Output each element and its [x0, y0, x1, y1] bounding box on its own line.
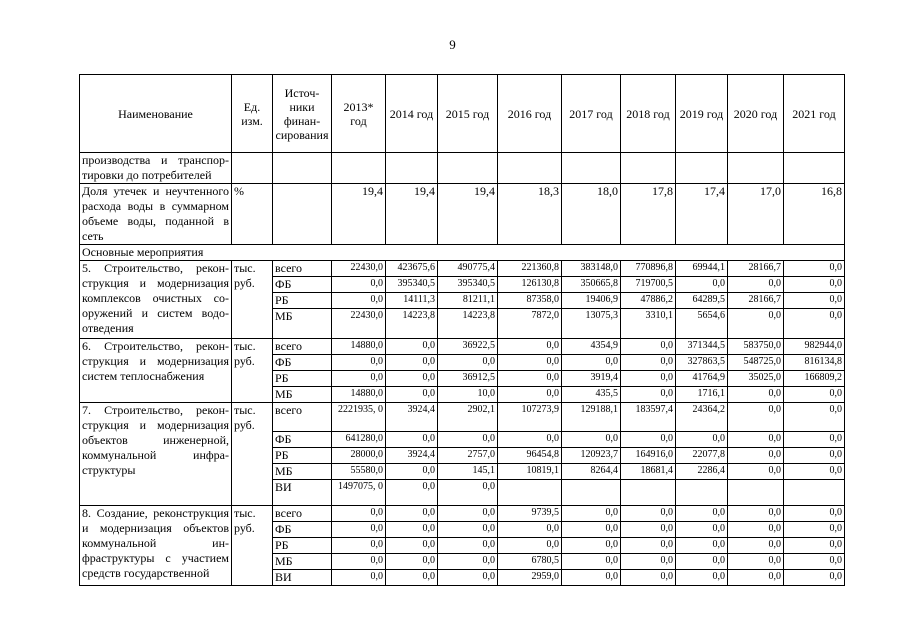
table-row: [80, 403, 845, 432]
section-row: [80, 245, 845, 261]
table-row: [80, 339, 845, 355]
value-cell: 0,0: [676, 432, 728, 448]
value-cell: 3924,4: [386, 403, 438, 432]
value-cell: 120923,7: [562, 448, 621, 464]
value-cell: 0,0: [386, 355, 438, 371]
value-cell: 1497075, 0: [332, 480, 386, 506]
value-cell: 0,0: [498, 522, 562, 538]
budget-table: [79, 74, 845, 586]
value-cell: [621, 480, 676, 506]
value-cell: 47886,2: [621, 293, 676, 309]
value-cell: 9739,5: [498, 506, 562, 522]
value-cell: 0,0: [728, 554, 784, 570]
value-cell: [784, 480, 845, 506]
value-cell: 28166,7: [728, 293, 784, 309]
value-cell: 2221935, 0: [332, 403, 386, 432]
value-cell: 0,0: [562, 554, 621, 570]
value-cell: 0,0: [386, 554, 438, 570]
value-cell: 0,0: [386, 371, 438, 387]
value-cell: 0,0: [562, 538, 621, 554]
header-source: Источники финансирования: [273, 75, 332, 153]
value-cell: 0,0: [728, 309, 784, 339]
value-cell: 0,0: [621, 371, 676, 387]
value-cell: 22430,0: [332, 261, 386, 277]
value-cell: 0,0: [728, 403, 784, 432]
value-cell: 2757,0: [438, 448, 498, 464]
value-cell: 36912,5: [438, 371, 498, 387]
value-cell: 0,0: [332, 554, 386, 570]
measure-unit: тыс. руб.: [232, 339, 273, 403]
value-cell: 81211,1: [438, 293, 498, 309]
value-cell: 0,0: [438, 522, 498, 538]
value-cell: 0,0: [332, 355, 386, 371]
value-cell: 14223,8: [386, 309, 438, 339]
value-cell: 55580,0: [332, 464, 386, 480]
value-cell: 0,0: [498, 355, 562, 371]
value-cell: 0,0: [332, 538, 386, 554]
value-cell: 435,5: [562, 387, 621, 403]
value-cell: 0,0: [562, 355, 621, 371]
header-unit: Ед. изм.: [232, 75, 273, 153]
leak-value: 19,4: [386, 184, 438, 245]
header-2016: 2016 год: [498, 75, 562, 153]
value-cell: 24364,2: [676, 403, 728, 432]
value-cell: 35025,0: [728, 371, 784, 387]
value-cell: 0,0: [784, 277, 845, 293]
value-cell: 0,0: [676, 277, 728, 293]
value-cell: 0,0: [728, 506, 784, 522]
continuation-text: производства и транспортировки до потребителей: [80, 153, 232, 184]
value-cell: 145,1: [438, 464, 498, 480]
table-row: [80, 506, 845, 522]
funding-source: всего: [273, 506, 332, 522]
value-cell: 13075,3: [562, 309, 621, 339]
value-cell: 0,0: [621, 387, 676, 403]
measure-name: 6. Строительство, реконструкция и модернизация систем теплоснабжения: [80, 339, 232, 403]
value-cell: 0,0: [562, 432, 621, 448]
value-cell: 64289,5: [676, 293, 728, 309]
value-cell: 0,0: [562, 570, 621, 586]
value-cell: 395340,5: [438, 277, 498, 293]
header-2017: 2017 год: [562, 75, 621, 153]
value-cell: 383148,0: [562, 261, 621, 277]
leak-value: 18,3: [498, 184, 562, 245]
value-cell: 719700,5: [621, 277, 676, 293]
value-cell: 0,0: [728, 432, 784, 448]
value-cell: 0,0: [784, 387, 845, 403]
value-cell: 19406,9: [562, 293, 621, 309]
value-cell: 0,0: [438, 480, 498, 506]
value-cell: 395340,5: [386, 277, 438, 293]
value-cell: 0,0: [498, 387, 562, 403]
section-title: Основные мероприятия: [80, 245, 845, 261]
funding-source: МБ: [273, 387, 332, 403]
header-name: Наименование: [80, 75, 232, 153]
value-cell: 0,0: [728, 464, 784, 480]
leak-value: 17,0: [728, 184, 784, 245]
funding-source: РБ: [273, 293, 332, 309]
funding-source: МБ: [273, 554, 332, 570]
measure-unit: тыс. руб.: [232, 506, 273, 586]
value-cell: 770896,8: [621, 261, 676, 277]
value-cell: 166809,2: [784, 371, 845, 387]
value-cell: 0,0: [438, 538, 498, 554]
value-cell: 2286,4: [676, 464, 728, 480]
value-cell: 490775,4: [438, 261, 498, 277]
value-cell: 0,0: [438, 432, 498, 448]
value-cell: 583750,0: [728, 339, 784, 355]
value-cell: 0,0: [621, 355, 676, 371]
funding-source: РБ: [273, 371, 332, 387]
header-2019: 2019 год: [676, 75, 728, 153]
value-cell: 3924,4: [386, 448, 438, 464]
funding-source: всего: [273, 339, 332, 355]
value-cell: 6780,5: [498, 554, 562, 570]
value-cell: 183597,4: [621, 403, 676, 432]
value-cell: 0,0: [784, 261, 845, 277]
value-cell: 2902,1: [438, 403, 498, 432]
value-cell: 0,0: [621, 506, 676, 522]
value-cell: 0,0: [438, 570, 498, 586]
value-cell: 126130,8: [498, 277, 562, 293]
measure-name: 7. Строительство, реконструкция и модернизация объектов инженерной, коммунальной инфраструктуры: [80, 403, 232, 506]
table-row: [80, 261, 845, 277]
value-cell: 0,0: [386, 464, 438, 480]
value-cell: 982944,0: [784, 339, 845, 355]
value-cell: 0,0: [332, 371, 386, 387]
value-cell: 0,0: [386, 480, 438, 506]
value-cell: 8264,4: [562, 464, 621, 480]
value-cell: 0,0: [621, 432, 676, 448]
value-cell: 641280,0: [332, 432, 386, 448]
value-cell: 816134,8: [784, 355, 845, 371]
value-cell: 96454,8: [498, 448, 562, 464]
measure-unit: тыс. руб.: [232, 403, 273, 506]
funding-source: ФБ: [273, 522, 332, 538]
value-cell: 0,0: [676, 506, 728, 522]
value-cell: 0,0: [332, 293, 386, 309]
value-cell: 0,0: [332, 277, 386, 293]
value-cell: 423675,6: [386, 261, 438, 277]
funding-source: ВИ: [273, 480, 332, 506]
value-cell: [728, 480, 784, 506]
value-cell: 28000,0: [332, 448, 386, 464]
funding-source: РБ: [273, 448, 332, 464]
value-cell: 164916,0: [621, 448, 676, 464]
value-cell: 7872,0: [498, 309, 562, 339]
value-cell: 10,0: [438, 387, 498, 403]
value-cell: 0,0: [784, 293, 845, 309]
value-cell: 0,0: [728, 448, 784, 464]
value-cell: 0,0: [498, 371, 562, 387]
value-cell: 0,0: [676, 554, 728, 570]
value-cell: 0,0: [621, 554, 676, 570]
value-cell: 0,0: [386, 522, 438, 538]
header-2015: 2015 год: [438, 75, 498, 153]
value-cell: 1716,1: [676, 387, 728, 403]
value-cell: 0,0: [438, 554, 498, 570]
leak-value: 17,4: [676, 184, 728, 245]
value-cell: 69944,1: [676, 261, 728, 277]
value-cell: 5654,6: [676, 309, 728, 339]
continuation-row: [80, 153, 845, 184]
header-2014: 2014 год: [386, 75, 438, 153]
value-cell: 350665,8: [562, 277, 621, 293]
value-cell: 3919,4: [562, 371, 621, 387]
funding-source: всего: [273, 403, 332, 432]
value-cell: 0,0: [498, 432, 562, 448]
value-cell: 0,0: [621, 522, 676, 538]
value-cell: 0,0: [386, 506, 438, 522]
value-cell: 14880,0: [332, 387, 386, 403]
funding-source: МБ: [273, 464, 332, 480]
value-cell: 107273,9: [498, 403, 562, 432]
leak-name: Доля утечек и неучтенного расхода воды в суммарном объеме воды, поданной в сеть: [80, 184, 232, 245]
value-cell: 129188,1: [562, 403, 621, 432]
funding-source: ФБ: [273, 355, 332, 371]
leak-row: [80, 184, 845, 245]
value-cell: 0,0: [784, 464, 845, 480]
measure-name: 5. Строительство, реконструкция и модернизация комплексов очистных сооружений и систем водоотведения: [80, 261, 232, 339]
funding-source: ФБ: [273, 432, 332, 448]
leak-value: 19,4: [332, 184, 386, 245]
value-cell: [562, 480, 621, 506]
value-cell: 14111,3: [386, 293, 438, 309]
value-cell: 0,0: [728, 277, 784, 293]
value-cell: 0,0: [621, 538, 676, 554]
value-cell: 0,0: [386, 432, 438, 448]
value-cell: 0,0: [784, 432, 845, 448]
value-cell: 2959,0: [498, 570, 562, 586]
value-cell: 41764,9: [676, 371, 728, 387]
value-cell: 0,0: [784, 554, 845, 570]
value-cell: 22430,0: [332, 309, 386, 339]
value-cell: 87358,0: [498, 293, 562, 309]
value-cell: 18681,4: [621, 464, 676, 480]
value-cell: 0,0: [621, 339, 676, 355]
value-cell: 327863,5: [676, 355, 728, 371]
header-row: [80, 75, 845, 153]
value-cell: [498, 480, 562, 506]
value-cell: 0,0: [784, 522, 845, 538]
leak-value: 19,4: [438, 184, 498, 245]
funding-source: всего: [273, 261, 332, 277]
value-cell: 548725,0: [728, 355, 784, 371]
value-cell: 36922,5: [438, 339, 498, 355]
leak-value: 16,8: [784, 184, 845, 245]
value-cell: 0,0: [621, 570, 676, 586]
value-cell: 0,0: [386, 339, 438, 355]
value-cell: 0,0: [498, 339, 562, 355]
value-cell: 0,0: [438, 506, 498, 522]
value-cell: 0,0: [386, 570, 438, 586]
value-cell: 0,0: [386, 538, 438, 554]
measure-unit: тыс. руб.: [232, 261, 273, 339]
value-cell: 0,0: [332, 506, 386, 522]
value-cell: 0,0: [438, 355, 498, 371]
value-cell: 0,0: [728, 387, 784, 403]
funding-source: РБ: [273, 538, 332, 554]
leak-unit: %: [232, 184, 273, 245]
value-cell: 0,0: [784, 506, 845, 522]
value-cell: 0,0: [784, 538, 845, 554]
leak-value: 18,0: [562, 184, 621, 245]
value-cell: 0,0: [784, 570, 845, 586]
funding-source: ВИ: [273, 570, 332, 586]
funding-source: ФБ: [273, 277, 332, 293]
header-2021: 2021 год: [784, 75, 845, 153]
value-cell: 0,0: [728, 538, 784, 554]
value-cell: 0,0: [562, 506, 621, 522]
value-cell: 14880,0: [332, 339, 386, 355]
value-cell: 0,0: [386, 387, 438, 403]
value-cell: 14223,8: [438, 309, 498, 339]
value-cell: 0,0: [676, 538, 728, 554]
value-cell: 371344,5: [676, 339, 728, 355]
value-cell: 0,0: [784, 448, 845, 464]
value-cell: 0,0: [498, 538, 562, 554]
value-cell: 0,0: [676, 522, 728, 538]
leak-value: 17,8: [621, 184, 676, 245]
value-cell: 0,0: [728, 570, 784, 586]
measure-name: 8. Создание, реконструкция и модернизация объектов коммунальной инфраструктуры с участием средств государственной: [80, 506, 232, 586]
value-cell: 0,0: [332, 522, 386, 538]
value-cell: 0,0: [562, 522, 621, 538]
value-cell: 3310,1: [621, 309, 676, 339]
value-cell: 4354,9: [562, 339, 621, 355]
value-cell: 221360,8: [498, 261, 562, 277]
value-cell: 0,0: [676, 570, 728, 586]
value-cell: [676, 480, 728, 506]
value-cell: 10819,1: [498, 464, 562, 480]
header-2013: 2013* год: [332, 75, 386, 153]
value-cell: 28166,7: [728, 261, 784, 277]
header-2020: 2020 год: [728, 75, 784, 153]
value-cell: 22077,8: [676, 448, 728, 464]
funding-source: МБ: [273, 309, 332, 339]
value-cell: 0,0: [784, 403, 845, 432]
page-number: 9: [449, 37, 456, 52]
header-2018: 2018 год: [621, 75, 676, 153]
value-cell: 0,0: [332, 570, 386, 586]
value-cell: 0,0: [784, 309, 845, 339]
value-cell: 0,0: [728, 522, 784, 538]
